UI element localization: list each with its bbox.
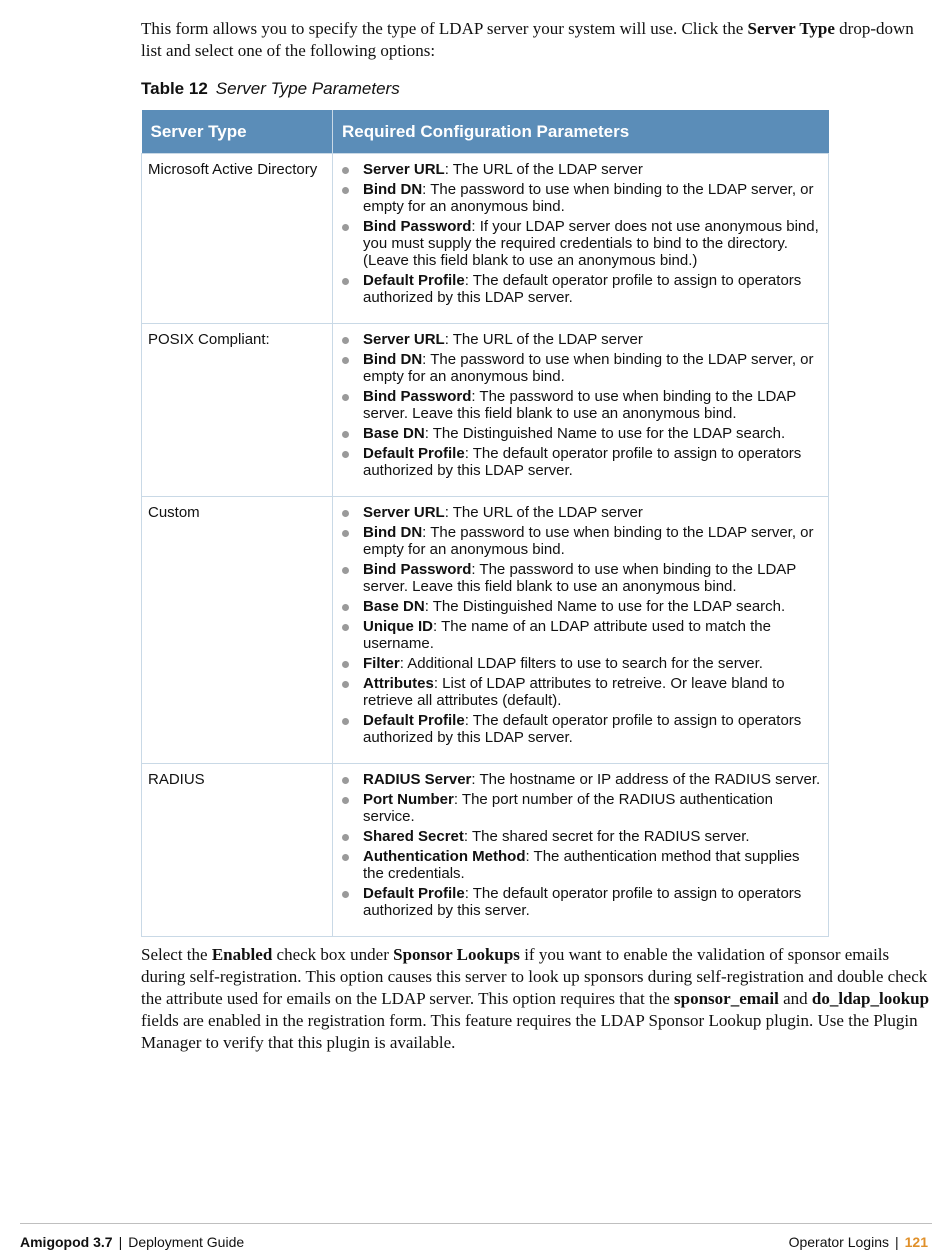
param-desc: : The password to use when binding to the LDAP server, or empty for an anonymous bind.: [363, 524, 814, 558]
closing-paragraph: [141, 944, 931, 1054]
param-desc: : If your LDAP server does not use anonymous bind, you must supply the required credentials to bind to the directory. (Leave this field blank to use an anonymous bind.): [363, 218, 819, 269]
param-item: [339, 388, 822, 422]
table-title: Server Type Parameters: [215, 79, 400, 98]
server-type-cell: RADIUS: [142, 764, 333, 937]
param-item: [339, 675, 822, 709]
param-term: Default Profile: [363, 445, 465, 462]
header-server-type: Server Type: [142, 110, 333, 154]
param-item: [339, 598, 822, 615]
param-item: [339, 848, 822, 882]
closing-bold-enabled: Enabled: [211, 945, 273, 964]
param-item: [339, 351, 822, 385]
footer-section: Operator Logins: [788, 1234, 889, 1250]
params-cell: [333, 324, 829, 497]
intro-text-2: drop-down list and select one of the following options:: [141, 19, 914, 60]
param-item: [339, 791, 822, 825]
intro-bold-server-type: Server Type: [747, 19, 835, 38]
param-term: RADIUS Server: [363, 771, 472, 788]
page-number: 121: [904, 1234, 928, 1250]
param-item: [339, 828, 822, 845]
param-desc: : The default operator profile to assign to operators authorized by this server.: [363, 885, 802, 919]
param-item: [339, 504, 822, 521]
table-caption: [141, 78, 400, 100]
param-term: Shared Secret: [363, 828, 464, 845]
param-term: Unique ID: [363, 618, 433, 635]
table-number: Table 12: [141, 79, 208, 98]
table-header-row: [142, 110, 829, 154]
param-term: Default Profile: [363, 272, 465, 289]
param-desc: : The name of an LDAP attribute used to match the username.: [363, 618, 771, 652]
footer-right: [789, 1233, 928, 1251]
footer-separator-left: |: [118, 1234, 123, 1250]
param-desc: : The password to use when binding to the LDAP server. Leave this field blank to use an anonymous bind.: [363, 388, 797, 422]
param-item: [339, 655, 822, 672]
param-term: Default Profile: [363, 712, 465, 729]
closing-text-1: Select the: [141, 945, 212, 964]
server-type-cell: Microsoft Active Directory: [142, 154, 333, 324]
params-cell: [333, 154, 829, 324]
intro-text-1: This form allows you to specify the type of LDAP server your system will use. Click the: [141, 19, 748, 38]
footer-separator-right: |: [895, 1234, 899, 1250]
param-desc: : The shared secret for the RADIUS server.: [463, 828, 750, 845]
param-item: [339, 524, 822, 558]
param-term: Bind DN: [363, 181, 423, 198]
closing-bold-sponsor-email: sponsor_email: [674, 989, 779, 1008]
param-item: [339, 331, 822, 348]
closing-text-3: if you want to enable the validation of sponsor emails during self-registration. This option causes this server to look up sponsors during self-registration and double check the attribute used for emails on the LDAP server. This option requires that the: [141, 945, 928, 1008]
param-term: Base DN: [363, 425, 425, 442]
params-list: [339, 771, 822, 919]
param-term: Bind Password: [363, 388, 472, 405]
params-list: [339, 161, 822, 306]
params-list: [339, 504, 822, 746]
table-row: [142, 154, 829, 324]
closing-bold-sponsor-lookups: Sponsor Lookups: [393, 945, 520, 964]
param-desc: : The password to use when binding to the LDAP server. Leave this field blank to use an anonymous bind.: [363, 561, 797, 595]
params-cell: [333, 764, 829, 937]
server-type-cell: POSIX Compliant:: [142, 324, 333, 497]
params-cell: [333, 497, 829, 764]
param-term: Server URL: [363, 504, 445, 521]
footer-left: [20, 1233, 244, 1251]
param-desc: : The default operator profile to assign to operators authorized by this LDAP server.: [363, 272, 802, 306]
param-item: [339, 161, 822, 178]
table-row: [142, 497, 829, 764]
closing-text-2: check box under: [272, 945, 394, 964]
param-item: [339, 561, 822, 595]
param-item: [339, 771, 822, 788]
param-desc: : Additional LDAP filters to use to search for the server.: [399, 655, 763, 672]
param-desc: : The URL of the LDAP server: [444, 331, 643, 348]
param-term: Authentication Method: [363, 848, 526, 865]
closing-text-5: fields are enabled in the registration form. This feature requires the LDAP Sponsor Lookup plugin. Use the Plugin Manager to verify that this plugin is available.: [141, 1011, 918, 1052]
params-list: [339, 331, 822, 479]
param-term: Server URL: [363, 161, 445, 178]
param-term: Bind Password: [363, 561, 472, 578]
closing-text-4: and: [778, 989, 812, 1008]
param-term: Default Profile: [363, 885, 465, 902]
param-desc: : The password to use when binding to the LDAP server, or empty for an anonymous bind.: [363, 351, 814, 385]
param-desc: : The URL of the LDAP server: [444, 504, 643, 521]
header-required-params: Required Configuration Parameters: [333, 110, 829, 154]
param-term: Server URL: [363, 331, 445, 348]
param-desc: : List of LDAP attributes to retreive. Or leave bland to retrieve all attributes (default).: [363, 675, 785, 709]
param-desc: : The port number of the RADIUS authentication service.: [363, 791, 773, 825]
footer-product: Amigopod 3.7: [20, 1234, 113, 1250]
param-desc: : The authentication method that supplies the credentials.: [363, 848, 800, 882]
closing-bold-do-ldap-lookup: do_ldap_lookup: [811, 989, 930, 1008]
footer-guide: Deployment Guide: [128, 1234, 245, 1250]
param-desc: : The Distinguished Name to use for the LDAP search.: [424, 598, 786, 615]
table-body: [142, 154, 829, 937]
param-term: Filter: [363, 655, 400, 672]
param-desc: : The password to use when binding to the LDAP server, or empty for an anonymous bind.: [363, 181, 814, 215]
param-item: [339, 218, 822, 269]
param-item: [339, 618, 822, 652]
param-item: [339, 445, 822, 479]
param-term: Base DN: [363, 598, 425, 615]
param-desc: : The default operator profile to assign to operators authorized by this LDAP server.: [363, 712, 802, 746]
param-term: Attributes: [363, 675, 434, 692]
param-item: [339, 181, 822, 215]
server-type-table: [141, 110, 829, 937]
param-item: [339, 885, 822, 919]
param-item: [339, 272, 822, 306]
param-item: [339, 712, 822, 746]
server-type-cell: Custom: [142, 497, 333, 764]
param-term: Bind DN: [363, 351, 423, 368]
intro-paragraph: [141, 18, 931, 62]
param-desc: : The hostname or IP address of the RADIUS server.: [471, 771, 821, 788]
param-desc: : The Distinguished Name to use for the LDAP search.: [424, 425, 786, 442]
param-desc: : The default operator profile to assign to operators authorized by this LDAP server.: [363, 445, 802, 479]
table-row: [142, 764, 829, 937]
param-item: [339, 425, 822, 442]
param-term: Bind DN: [363, 524, 423, 541]
footer-divider: [20, 1223, 932, 1224]
table-row: [142, 324, 829, 497]
param-desc: : The URL of the LDAP server: [444, 161, 643, 178]
param-term: Port Number: [363, 791, 454, 808]
param-term: Bind Password: [363, 218, 472, 235]
